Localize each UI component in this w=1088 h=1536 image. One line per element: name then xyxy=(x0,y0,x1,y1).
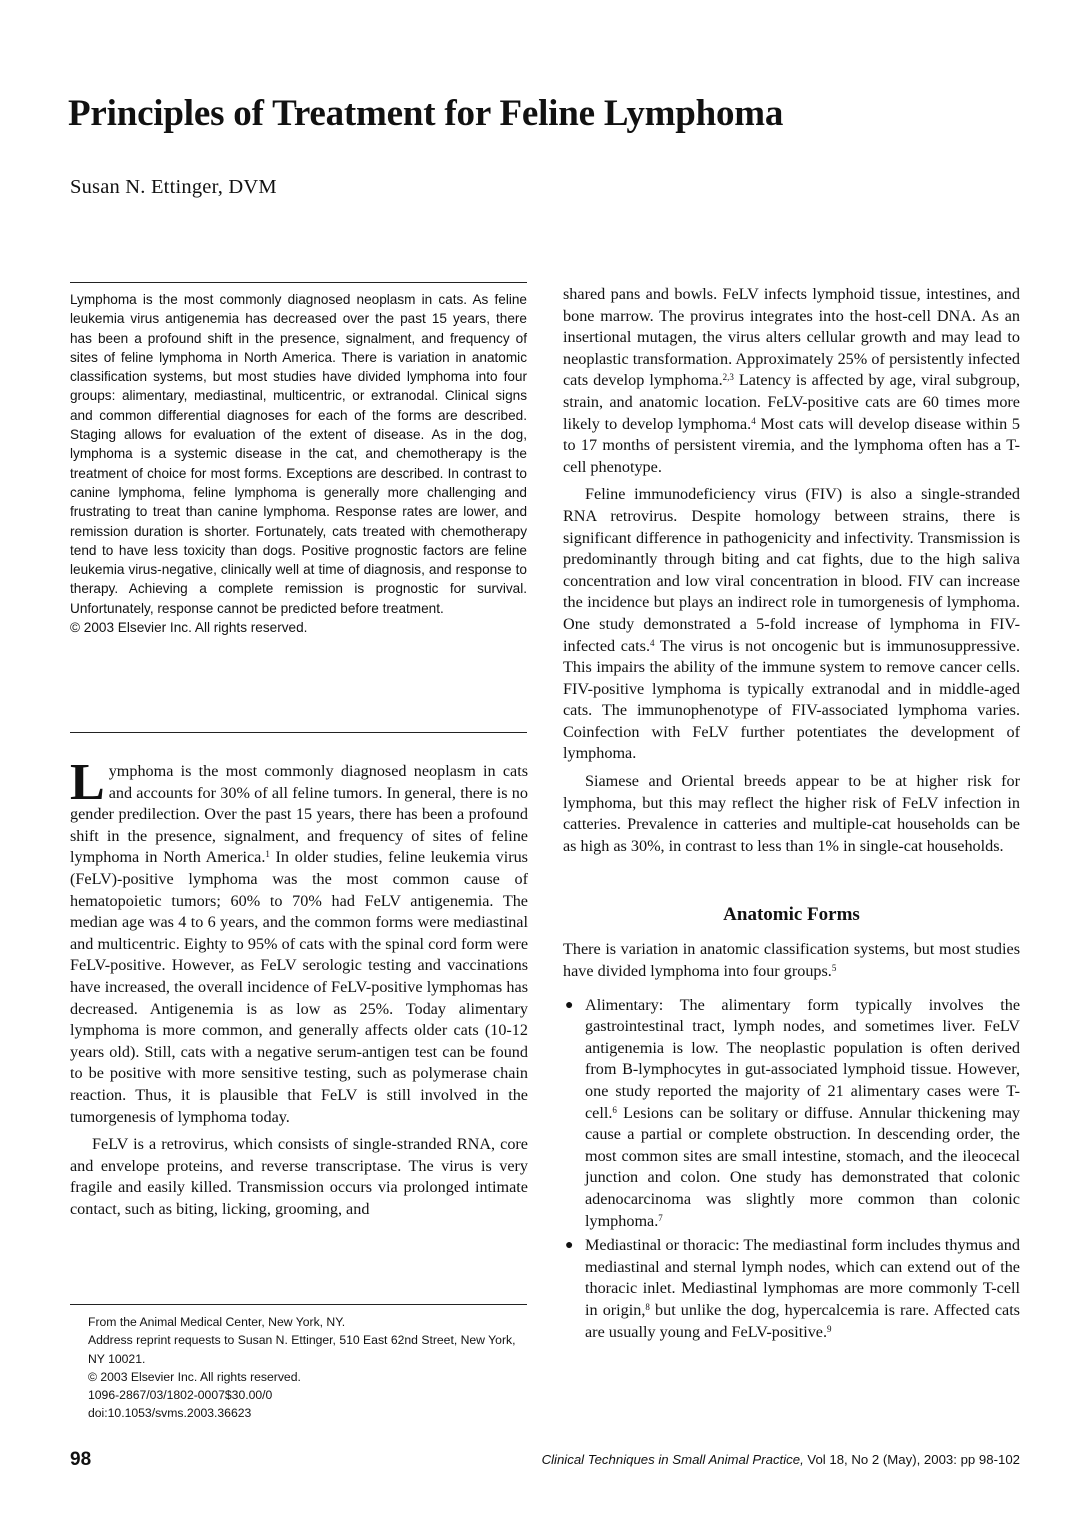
abstract-copyright: © 2003 Elsevier Inc. All rights reserved. xyxy=(70,620,308,636)
reference-superscript: 9 xyxy=(827,1323,832,1334)
paragraph-text: In older studies, feline leukemia virus (FeLV)-positive lymphoma was the most common cause of hematopoietic tumors; 60% to 70% had FeLV antigenemia. The median age was 4 to 6 years, and the common forms were mediastinal and multicentric. Eighty to 95% of cats with the spinal cord form were FeLV-positive. However, as FeLV serologic testing and vaccinations have increased, the overall incidence of FeLV-positive lymphomas has decreased. Antigenemia is as low as 25%. Today alimentary lymphoma is more common, and generally affects older cats (10-12 years old). Still, cats with a negative serum-antigen test can be found to be positive with more sensitive testing, such as polymerase chain reaction. Thus, it is plausible that FeLV is still involved in the tumorgenesis of lymphoma today. xyxy=(70,848,528,1126)
paragraph-text: Most cats will develop disease within 5 to 17 months of persistent viremia, and the lymphoma often has a T-cell phenotype. xyxy=(563,414,1020,476)
list-item-text: Lesions can be solitary or diffuse. Annular thickening may cause a partial or complete obstruction. In descending order, the most common sites are small intestine, stomach, and the ileocecal junction and colon. One study has demonstrated that colonic adenocarcinoma was slightly more common than colonic lymphoma. xyxy=(585,1103,1020,1230)
page-number: 98 xyxy=(70,1449,92,1470)
abstract xyxy=(70,290,527,637)
reference-superscript: 4 xyxy=(650,637,655,648)
bullet-icon: ● xyxy=(565,1238,574,1254)
list-item-text: Alimentary: The alimentary form typically involves the gastrointestinal tract, lymph nodes, and sometimes liver. FeLV antigenemia is low. The neoplastic population is often derived from B-lymphocytes in gut-associated lymphoid tissue. However, one study reported the majority of 21 alimentary cases were T-cell. xyxy=(585,995,1020,1122)
journal-details: Vol 18, No 2 (May), 2003: pp 98-102 xyxy=(803,1452,1020,1467)
list-item-text: Mediastinal or thoracic: The mediastinal form includes thymus and mediastinal and sternal lymph nodes, which can extend out of the thoracic inlet. Mediastinal lymphomas are more commonly T-cell in origin, xyxy=(585,1236,1020,1319)
reference-superscript: 4 xyxy=(751,415,756,426)
abstract-bottom-divider xyxy=(70,732,527,733)
author-name: Susan N. Ettinger, DVM xyxy=(70,176,277,198)
body-paragraph xyxy=(563,939,1020,982)
footnote-doi: doi:10.1053/svms.2003.36623 xyxy=(88,1406,252,1421)
body-column-right xyxy=(563,284,1020,1346)
footnote-reprint: Address reprint requests to Susan N. Ettinger, 510 East 62nd Street, New York, NY 10021. xyxy=(88,1333,516,1366)
bullet-icon: ● xyxy=(565,997,574,1013)
journal-citation xyxy=(542,1452,1020,1467)
abstract-top-divider xyxy=(70,282,527,283)
body-paragraph: Siamese and Oriental breeds appear to be at higher risk for lymphoma, but this may reflect the higher risk of FeLV infection in catteries. Prevalence in catteries and multiple-cat households can be as high as 30%, in contrast to less than 1% in single-cat households. xyxy=(563,772,1020,855)
list-item xyxy=(563,995,1020,1233)
footnote-issn: 1096-2867/03/1802-0007$30.00/0 xyxy=(88,1388,273,1403)
list-item xyxy=(563,1235,1020,1343)
body-paragraph xyxy=(563,484,1020,765)
body-column-left xyxy=(70,754,528,1220)
reference-superscript: 1 xyxy=(265,849,270,860)
drop-cap: L xyxy=(70,754,105,811)
footnote-divider xyxy=(70,1304,527,1305)
section-heading: Anatomic Forms xyxy=(723,904,860,926)
reference-superscript: 2,3 xyxy=(722,372,734,383)
body-paragraph xyxy=(70,754,528,1128)
paragraph-text: Latency is affected by age, viral subgroup, strain, and anatomic location. FeLV-positive cats are 60 times more likely to develop lymphoma. xyxy=(563,371,1020,433)
body-paragraph xyxy=(563,284,1020,478)
anatomic-forms-list xyxy=(563,995,1020,1344)
footnote xyxy=(70,1313,530,1423)
reference-superscript: 5 xyxy=(831,963,837,974)
body-paragraph: FeLV is a retrovirus, which consists of single-stranded RNA, core and envelope proteins, and reverse transcriptase. The virus is very fragile and easily killed. Transmission occurs via prolonged intimate contact, such as biting, licking, grooming, and xyxy=(70,1135,528,1218)
paragraph-text: shared pans and bowls. FeLV infects lymphoid tissue, intestines, and bone marrow. The provirus integrates into the host-cell DNA. As an insertional mutagen, the virus alters cellular growth and may lead to neoplastic transformation. Approximately 25% of persistently infected cats develop lymphoma. xyxy=(563,285,1020,390)
journal-name: Clinical Techniques in Small Animal Practice, xyxy=(541,1452,804,1467)
article-title: Principles of Treatment for Feline Lymphoma xyxy=(68,93,784,134)
reference-superscript: 8 xyxy=(645,1301,650,1312)
paragraph-text: Feline immunodeficiency virus (FIV) is also a single-stranded RNA retrovirus. Despite homology between strains, there is significant difference in pathogenicity and infectivity. Transmission is predominantly through biting and cat fights, due to the high saliva concentration and low viral concentration in blood. FIV can increase the incidence but plays an indirect role in tumorgenesis of lymphoma. One study demonstrated a 5-fold increase of lymphoma in FIV-infected cats. xyxy=(563,485,1020,655)
abstract-text: Lymphoma is the most commonly diagnosed neoplasm in cats. As feline leukemia virus antigenemia has decreased over the past 15 years, there has been a profound shift in the presence, signalment, and frequency of sites of feline lymphoma in North America. There is variation in anatomic classification systems, but most studies have divided lymphoma into four groups: alimentary, mediastinal, multicentric, or extranodal. Clinical signs and common differential diagnoses for each of the forms are described. Staging allows for evaluation of the extent of disease. As in the dog, lymphoma is a systemic disease in the cat, and chemotherapy is the treatment of choice for most forms. Exceptions are described. In contrast to canine lymphoma, feline lymphoma is generally more challenging and frustrating to treat than canine lymphoma. Response rates are lower, and remission duration is shorter. Fortunately, cats treated with chemotherapy tend to have less toxicity than dogs. Positive prognostic factors are feline leukemia virus-negative, clinically well at time of diagnosis, and response to therapy. Achieving a complete remission is prognostic for survival. Unfortunately, response cannot be predicted before treatment. xyxy=(70,292,527,616)
reference-superscript: 6 xyxy=(612,1104,617,1115)
reference-superscript: 7 xyxy=(658,1212,663,1223)
paragraph-text: The virus is not oncogenic but is immunosuppressive. This impairs the ability of the immune system to remove cancer cells. FIV-positive lymphoma is typically extranodal and in middle-aged cats. The immunophenotype of FIV-associated lymphoma varies. Coinfection with FeLV further potentiates the development of lymphoma. xyxy=(563,636,1020,763)
list-item-text: but unlike the dog, hypercalcemia is rare. Affected cats are usually young and FeLV-positive. xyxy=(585,1300,1020,1341)
paragraph-text: ymphoma is the most commonly diagnosed neoplasm in cats and accounts for 30% of all feline tumors. In general, there is no gender predilection. Over the past 15 years, there has been a profound shift in the presence, signalment, and frequency of sites of feline lymphoma in North America. xyxy=(70,762,528,867)
footnote-copyright: © 2003 Elsevier Inc. All rights reserved. xyxy=(88,1369,301,1384)
paragraph-text: There is variation in anatomic classification systems, but most studies have divided lymphoma into four groups. xyxy=(563,940,1020,981)
footnote-affiliation: From the Animal Medical Center, New York, NY. xyxy=(88,1315,346,1329)
